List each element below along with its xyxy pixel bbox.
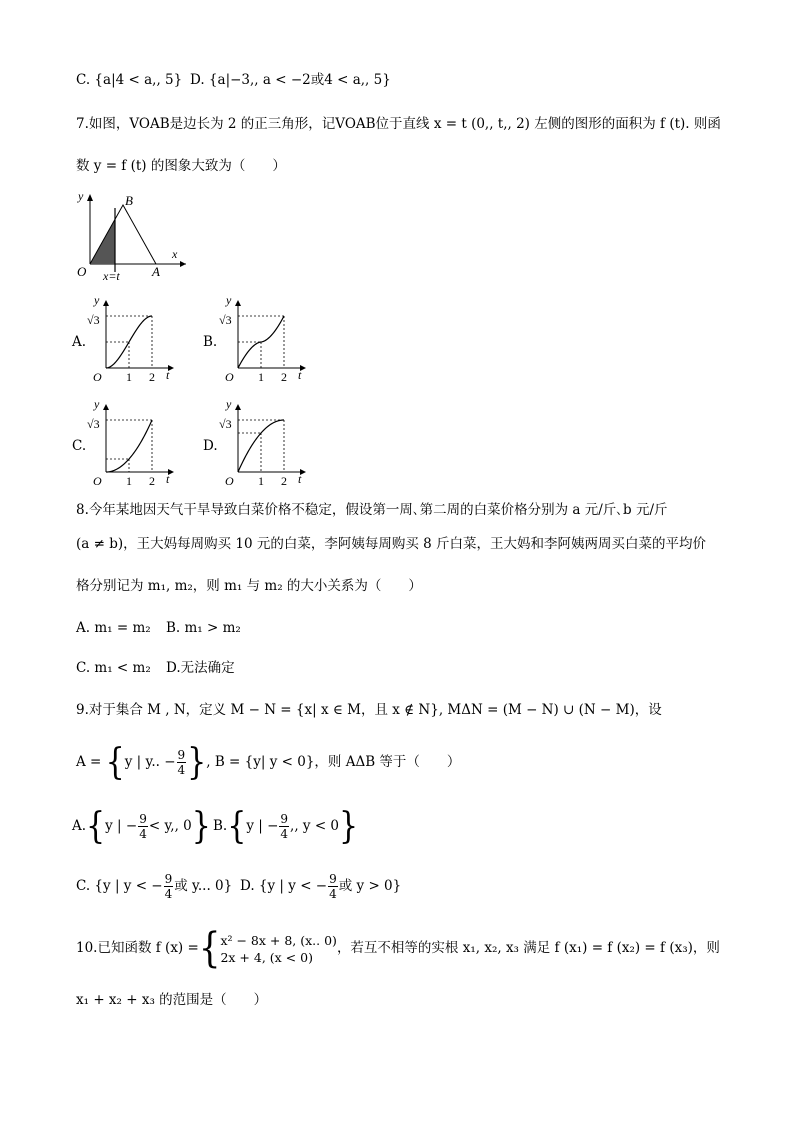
fraction-9-over-4: $\frac{9}{4}$ xyxy=(329,872,337,901)
q7-option-d-label: D. xyxy=(203,438,218,454)
label-sqrt3: √3 xyxy=(219,313,232,327)
curve-f-of-t xyxy=(238,316,284,368)
piecewise-cases: x² − 8x + 8, (x.. 0) 2x + 4, (x < 0) xyxy=(220,932,337,965)
label-t: t xyxy=(298,368,302,382)
q10-stem-line1: 10.已知函数 f (x) ={ x² − 8x + 8, (x.. 0) 2x + 4, (x < 0) ，若互不相等的实根 x₁, x₂, x₃ 满足 f (x₁) = f (x₂) = f (x₃)，则 xyxy=(76,924,720,973)
label-y: y xyxy=(226,398,232,411)
curve-f-of-t xyxy=(106,316,152,368)
label-o: O xyxy=(225,474,234,488)
label-1: 1 xyxy=(126,474,132,488)
q9-option-b: B.{y | − $\frac{9}{4}$ ,, y < 0} xyxy=(213,804,359,847)
right-brace-icon: } xyxy=(191,804,211,847)
q9-option-c: C. {y | y < − $\frac{9}{4}$ 或 y... 0} xyxy=(76,872,233,901)
q8-option-c: C. m₁ < m₂ xyxy=(76,660,151,676)
label-o: O xyxy=(77,264,87,279)
label-t: t xyxy=(166,368,170,382)
y-axis-arrow-icon xyxy=(235,404,241,410)
fraction-9-over-4: $\frac{9}{4}$ xyxy=(280,812,289,841)
label-x-equals-t: x=t xyxy=(103,269,120,283)
left-brace-icon: { xyxy=(105,740,125,783)
q7-stem-line1: 7.如图，VOAB是边长为 2 的正三角形，记VOAB位于直线 x = t (0,, t,, 2) 左侧的图形的面积为 f (t). 则函 xyxy=(76,116,721,132)
label-t: t xyxy=(298,472,302,486)
label-o: O xyxy=(93,370,102,384)
left-brace-icon: { xyxy=(86,804,106,847)
right-brace-icon: } xyxy=(187,740,207,783)
q7-option-b-label: B. xyxy=(203,334,218,350)
q7-option-c-label: C. xyxy=(72,438,87,454)
q8-stem-line2: (a ≠ b)，王大妈每周购买 10 元的白菜，李阿姨每周购买 8 斤白菜，王大妈和李阿姨两周买白菜的平均价 xyxy=(76,536,707,552)
label-1: 1 xyxy=(258,370,264,384)
label-sqrt3: √3 xyxy=(87,417,100,431)
q8-option-b: B. m₁ > m₂ xyxy=(166,620,241,636)
y-axis-arrow-icon xyxy=(87,194,93,201)
q6-option-d: D. {a|−3,, a < −2或4 < a,, 5} xyxy=(190,72,391,88)
q8-stem-line3: 格分别记为 m₁, m₂，则 m₁ 与 m₂ 的大小关系为（ ） xyxy=(76,578,422,594)
q9-a-prefix: A = xyxy=(76,754,102,770)
label-2: 2 xyxy=(281,474,287,488)
label-2: 2 xyxy=(149,474,155,488)
label-2: 2 xyxy=(149,370,155,384)
label-y: y xyxy=(94,294,100,307)
label-1: 1 xyxy=(258,474,264,488)
graph-option-a xyxy=(84,294,178,388)
graph-option-d xyxy=(216,398,310,492)
y-axis-arrow-icon xyxy=(103,404,109,410)
q9-option-d: D. {y | y < − $\frac{9}{4}$ 或 y > 0} xyxy=(240,872,402,901)
right-brace-icon: } xyxy=(339,804,359,847)
q8-stem-line1: 8.今年某地因天气干旱导致白菜价格不稳定，假设第一周､第二周的白菜价格分别为 a 元/斤､b 元/斤 xyxy=(76,502,668,518)
q10-stem-line2: x₁ + x₂ + x₃ 的范围是（ ） xyxy=(76,992,268,1008)
triangle-figure xyxy=(68,188,198,284)
label-x: x xyxy=(172,247,178,261)
label-t: t xyxy=(166,472,170,486)
label-o: O xyxy=(225,370,234,384)
q9-option-a: A.{y | − $\frac{9}{4}$ < y,, 0} xyxy=(72,804,211,847)
label-a: A xyxy=(152,264,160,279)
left-brace-icon: { xyxy=(227,804,247,847)
y-axis-arrow-icon xyxy=(235,300,241,306)
q9-stem-line1: 9.对于集合 M , N，定义 M − N = {x| x ∈ M，且 x ∉ N}, MΔN = (M − N) ∪ (N − M)，设 xyxy=(76,702,662,718)
x-axis-arrow-icon xyxy=(180,261,186,267)
label-o: O xyxy=(93,474,102,488)
label-y: y xyxy=(226,294,232,307)
fraction-9-over-4: $\frac{9}{4}$ xyxy=(139,812,147,841)
y-axis-arrow-icon xyxy=(103,300,109,306)
label-b: B xyxy=(125,193,133,208)
label-y: y xyxy=(78,189,84,203)
q9-set-definitions xyxy=(76,742,460,782)
q9-a-inner: y | y.. − xyxy=(124,754,176,770)
fraction-9-over-4: $\frac{9}{4}$ xyxy=(177,748,186,777)
graph-option-b xyxy=(216,294,310,388)
fraction-9-over-4: $\frac{9}{4}$ xyxy=(164,872,173,901)
label-sqrt3: √3 xyxy=(219,417,232,431)
label-y: y xyxy=(94,398,100,411)
q8-option-a: A. m₁ = m₂ xyxy=(76,620,151,636)
left-brace-icon: { xyxy=(198,924,221,973)
q6-option-c: C. {a|4 < a,, 5} xyxy=(76,72,183,88)
label-1: 1 xyxy=(126,370,132,384)
label-sqrt3: √3 xyxy=(87,313,100,327)
q7-stem-line2: 数 y = f (t) 的图象大致为（ ） xyxy=(76,158,286,174)
q8-option-d: D.无法确定 xyxy=(166,660,235,676)
q9-a-suffix: , B = {y| y < 0}，则 AΔB 等于（ ） xyxy=(206,754,461,770)
label-2: 2 xyxy=(281,370,287,384)
graph-option-c xyxy=(84,398,178,492)
q7-option-a-label: A. xyxy=(72,334,87,350)
